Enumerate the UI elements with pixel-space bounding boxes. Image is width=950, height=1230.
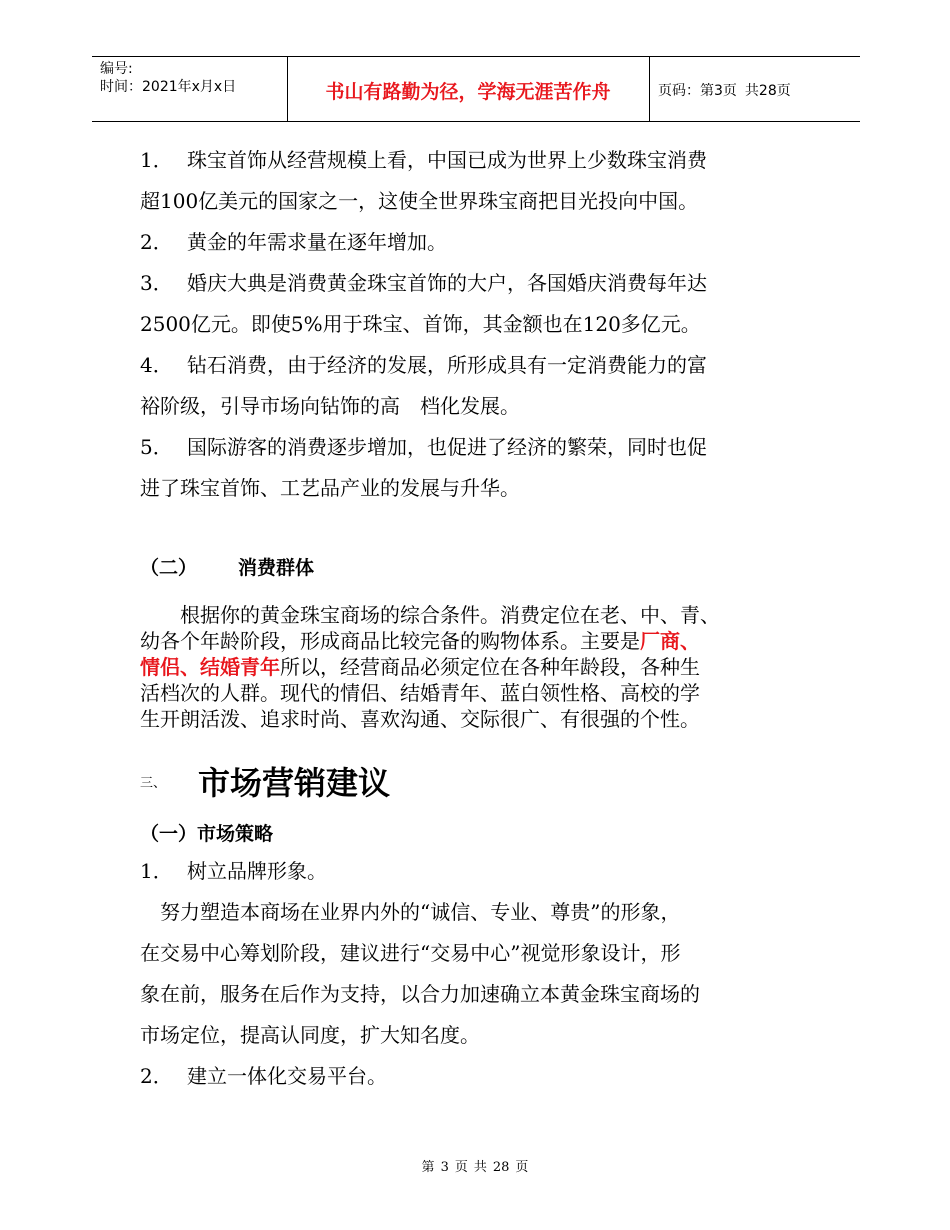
footer-text: 页 bbox=[515, 1160, 529, 1175]
list-item-number: 1． bbox=[140, 859, 173, 883]
list-item-number: 4． bbox=[140, 353, 173, 377]
serial-number-label: 编号: bbox=[100, 61, 133, 77]
section-number: 三、 bbox=[140, 775, 167, 791]
list-item-continuation: 裕阶级，引导市场向钻饰的高 档化发展。 bbox=[140, 394, 520, 418]
list-item bbox=[140, 1056, 820, 1097]
market-strategy-list bbox=[140, 851, 820, 1097]
section-heading bbox=[140, 758, 390, 804]
list-item-number: 3． bbox=[140, 271, 173, 295]
header-page-current: 页码：第3页 bbox=[658, 83, 737, 99]
list-item-continuation: 进了珠宝首饰、工艺品产业的发展与升华。 bbox=[140, 476, 520, 500]
list-item-text: 树立品牌形象。 bbox=[187, 859, 327, 883]
highlighted-text: 厂商、 bbox=[640, 629, 700, 653]
header-page-total: 共28页 bbox=[744, 83, 791, 99]
list-item-text: 钻石消费，由于经济的发展，所形成具有一定消费能力的富 bbox=[187, 353, 707, 377]
list-item-continuation: 在交易中心筹划阶段，建议进行“交易中心”视觉形象设计，形 bbox=[140, 941, 681, 965]
heading-index: （二） bbox=[140, 557, 198, 579]
highlighted-text: 情侣、结婚青年 bbox=[140, 655, 280, 679]
time-label: 时间：2021年x月x日 bbox=[100, 79, 237, 95]
list-item-text: 建立一体化交易平台。 bbox=[187, 1064, 387, 1088]
footer-page-total: 28 bbox=[492, 1160, 510, 1175]
market-analysis-list bbox=[140, 140, 820, 509]
list-item-continuation: 市场定位，提高认同度，扩大知名度。 bbox=[140, 1023, 480, 1047]
footer-text: 共 bbox=[473, 1160, 487, 1175]
footer-text: 第 bbox=[421, 1160, 435, 1175]
list-item bbox=[140, 851, 820, 892]
page-footer bbox=[0, 1156, 950, 1175]
list-item bbox=[140, 222, 820, 263]
section-title: 市场营销建议 bbox=[198, 764, 391, 802]
heading-title: 消费群体 bbox=[238, 557, 315, 579]
header-meta bbox=[100, 60, 236, 96]
footer-page-number: 3 bbox=[440, 1160, 449, 1175]
list-item-text: 国际游客的消费逐步增加，也促进了经济的繁荣，同时也促 bbox=[187, 435, 707, 459]
footer-text: 页 bbox=[454, 1160, 468, 1175]
paragraph-line: 根据你的黄金珠宝商场的综合条件。消费定位在老、中、青、 bbox=[140, 603, 720, 627]
list-item-continuation: 象在前，服务在后作为支持，以合力加速确立本黄金珠宝商场的 bbox=[140, 982, 700, 1006]
list-item bbox=[140, 345, 820, 386]
market-strategy-heading: （一）市场策略 bbox=[140, 823, 274, 845]
list-item-text: 黄金的年需求量在逐年增加。 bbox=[187, 230, 447, 254]
paragraph-line bbox=[140, 654, 810, 680]
list-item-number: 1． bbox=[140, 148, 173, 172]
list-item-number: 2． bbox=[140, 230, 173, 254]
list-item bbox=[140, 427, 820, 468]
header-motto: 书山有路勤为径，学海无涯苦作舟 bbox=[325, 80, 611, 103]
list-item-text: 婚庆大典是消费黄金珠宝首饰的大户，各国婚庆消费每年达 bbox=[187, 271, 707, 295]
consumer-group-paragraph bbox=[140, 602, 810, 732]
paragraph-line bbox=[140, 628, 810, 654]
paragraph-text: 幼各个年龄阶段，形成商品比较完备的购物体系。主要是 bbox=[140, 629, 640, 653]
list-item bbox=[140, 140, 820, 181]
list-item bbox=[140, 263, 820, 304]
page-header bbox=[92, 56, 860, 122]
header-divider bbox=[649, 57, 650, 121]
paragraph-line: 生开朗活泼、追求时尚、喜欢沟通、交际很广、有很强的个性。 bbox=[140, 707, 700, 731]
list-item-continuation: 2500亿元。即使5%用于珠宝、首饰，其金额也在120多亿元。 bbox=[140, 312, 701, 336]
list-item-continuation: 努力塑造本商场在业界内外的“诚信、专业、尊贵”的形象， bbox=[140, 900, 681, 924]
list-item-number: 5． bbox=[140, 435, 173, 459]
paragraph-text: 所以，经营商品必须定位在各种年龄段，各种生 bbox=[280, 655, 700, 679]
list-item-text: 珠宝首饰从经营规模上看，中国已成为世界上少数珠宝消费 bbox=[187, 148, 707, 172]
consumer-group-heading bbox=[140, 553, 314, 580]
list-item-continuation: 超100亿美元的国家之一，这使全世界珠宝商把目光投向中国。 bbox=[140, 189, 699, 213]
header-page-info bbox=[658, 57, 799, 123]
paragraph-line: 活档次的人群。现代的情侣、结婚青年、蓝白领性格、高校的学 bbox=[140, 681, 700, 705]
list-item-number: 2． bbox=[140, 1064, 173, 1088]
